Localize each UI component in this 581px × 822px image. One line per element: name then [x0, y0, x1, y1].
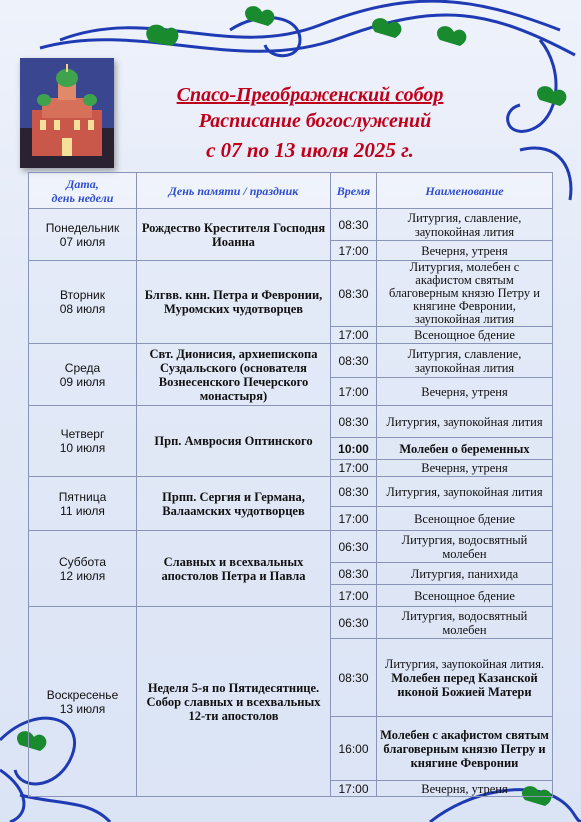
- service-cell: Литургия, славление, заупокойная лития: [377, 344, 553, 378]
- service-cell: Вечерня, утреня: [377, 781, 553, 797]
- time-cell: 16:00: [331, 717, 377, 781]
- service-cell: Всенощное бдение: [377, 327, 553, 344]
- day-cell: Вторник 08 июля: [29, 261, 137, 344]
- service-cell: Молебен о беременных: [377, 438, 553, 460]
- time-cell: 06:30: [331, 607, 377, 639]
- service-cell: Вечерня, утреня: [377, 378, 553, 406]
- feast-cell: Прпп. Сергия и Германа, Валаамских чудотворцев: [137, 477, 331, 531]
- schedule-subtitle: Расписание богослужений: [198, 110, 432, 132]
- service-cell: Всенощное бдение: [377, 507, 553, 531]
- service-cell: Вечерня, утреня: [377, 460, 553, 477]
- feast-cell: Славных и всехвальных апостолов Петра и Павла: [137, 531, 331, 607]
- time-cell: 10:00: [331, 438, 377, 460]
- feast-cell: Рождество Крестителя Господня Иоанна: [137, 209, 331, 261]
- cathedral-photo: [20, 58, 114, 168]
- time-cell: 08:30: [331, 209, 377, 241]
- cathedral-illustration: [20, 58, 114, 168]
- table-row: [29, 209, 553, 241]
- table-row: [29, 344, 553, 378]
- day-cell: Пятница 11 июля: [29, 477, 137, 531]
- time-cell: 08:30: [331, 261, 377, 327]
- day-cell: Понедельник 07 июля: [29, 209, 137, 261]
- time-cell: 17:00: [331, 507, 377, 531]
- time-cell: 17:00: [331, 327, 377, 344]
- service-cell: Литургия, заупокойная лития: [377, 477, 553, 507]
- time-cell: 06:30: [331, 531, 377, 563]
- feast-cell: Свт. Дионисия, архиепископа Суздальского (основателя Вознесенского Печерского монастыря): [137, 344, 331, 406]
- service-cell: Молебен с акафистом святым благоверным князю Петру и княгине Февронии: [377, 717, 553, 781]
- table-row: [29, 531, 553, 563]
- table-row: [29, 477, 553, 507]
- day-cell: Среда 09 июля: [29, 344, 137, 406]
- time-cell: 08:30: [331, 563, 377, 585]
- time-cell: 17:00: [331, 460, 377, 477]
- day-cell: Воскресенье 13 июля: [29, 607, 137, 797]
- feast-cell: Прп. Амвросия Оптинского: [137, 406, 331, 477]
- time-cell: 17:00: [331, 585, 377, 607]
- service-cell: Литургия, заупокойная лития. Молебен перед Казанской иконой Божией Матери: [377, 639, 553, 717]
- service-cell: Литургия, заупокойная лития: [377, 406, 553, 438]
- cathedral-title: Спасо-Преображенский собор: [176, 84, 444, 106]
- service-cell: Литургия, водосвятный молебен: [377, 531, 553, 563]
- time-cell: 17:00: [331, 241, 377, 261]
- schedule-dates: с 07 по 13 июля 2025 г.: [206, 138, 414, 162]
- service-cell: Всенощное бдение: [377, 585, 553, 607]
- header-day: Дата, день недели: [29, 173, 137, 209]
- feast-cell: Блгвв. кнн. Петра и Февронии, Муромских чудотворцев: [137, 261, 331, 344]
- service-cell: Литургия, молебен с акафистом святым благоверным князю Петру и княгине Февронии, заупокойная лития: [377, 261, 553, 327]
- time-cell: 08:30: [331, 406, 377, 438]
- table-header-row: [29, 173, 553, 209]
- time-cell: 17:00: [331, 781, 377, 797]
- schedule-table: [28, 172, 553, 797]
- time-cell: 08:30: [331, 477, 377, 507]
- time-cell: 17:00: [331, 378, 377, 406]
- table-row: [29, 607, 553, 639]
- header-time: Время: [331, 173, 377, 209]
- service-cell: Литургия, водосвятный молебен: [377, 607, 553, 639]
- service-cell: Вечерня, утреня: [377, 241, 553, 261]
- day-cell: Суббота 12 июля: [29, 531, 137, 607]
- table-row: [29, 406, 553, 438]
- header-feast: День памяти / праздник: [137, 173, 331, 209]
- table-row: [29, 261, 553, 327]
- day-cell: Четверг 10 июля: [29, 406, 137, 477]
- service-cell: Литургия, славление, заупокойная лития: [377, 209, 553, 241]
- time-cell: 08:30: [331, 344, 377, 378]
- time-cell: 08:30: [331, 639, 377, 717]
- header-service: Наименование: [377, 173, 553, 209]
- service-cell: Литургия, панихида: [377, 563, 553, 585]
- feast-cell: Неделя 5-я по Пятидесятнице. Собор славных и всехвальных 12-ти апостолов: [137, 607, 331, 797]
